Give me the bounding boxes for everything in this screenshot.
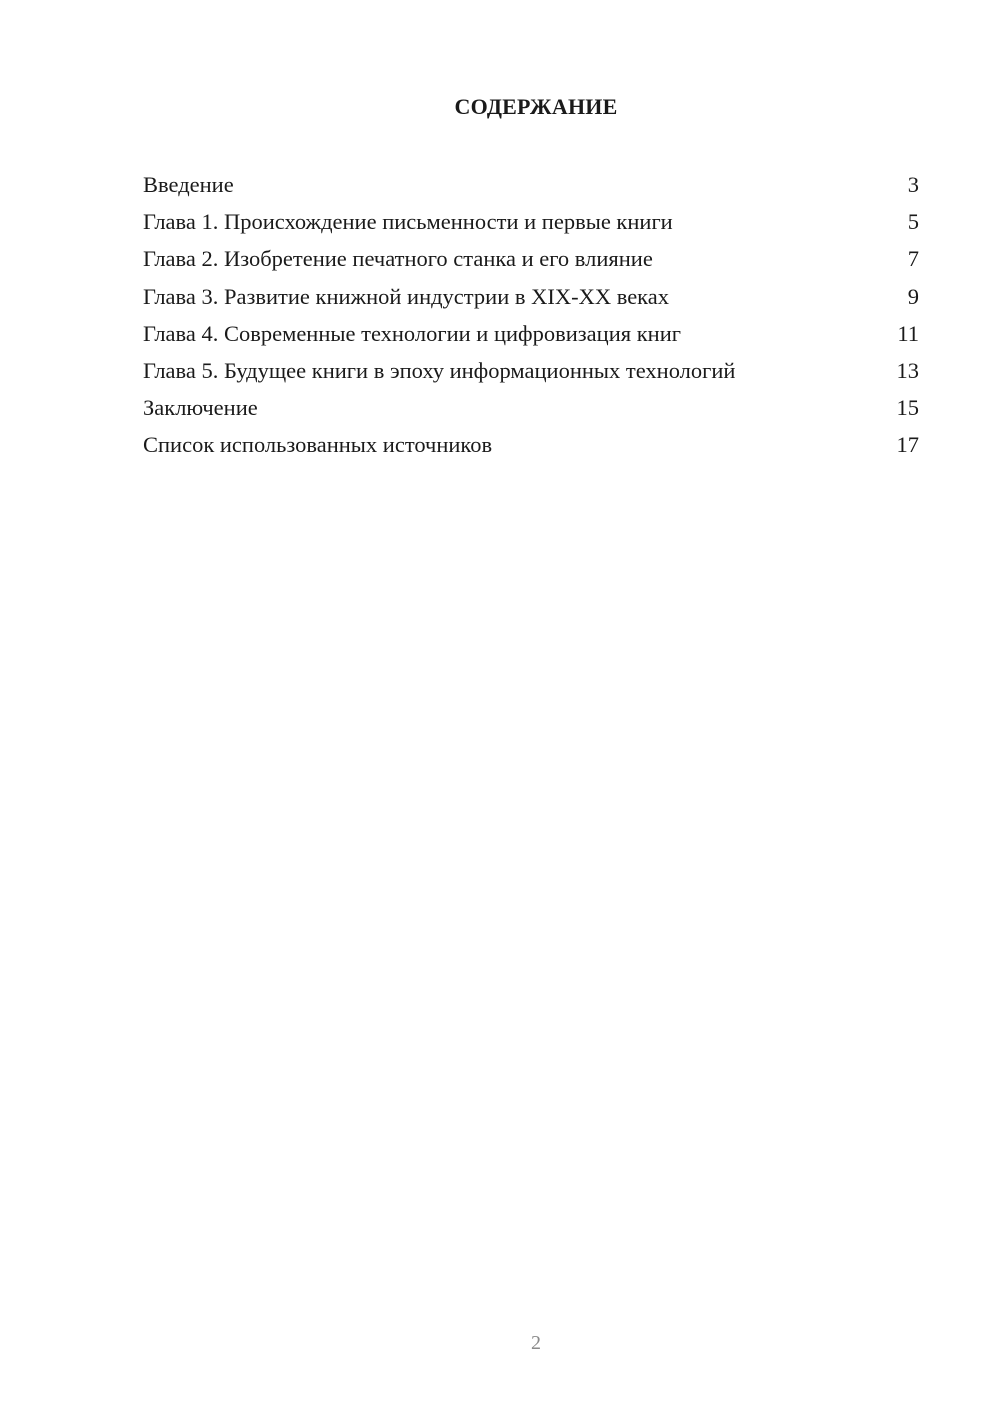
toc-entry-page: 17 (896, 432, 919, 458)
toc-entry-page: 13 (896, 357, 919, 383)
toc-entry-page: 9 (907, 283, 919, 309)
toc-entry-references (143, 426, 919, 463)
page-number: 2 (531, 1332, 541, 1354)
toc-entry-label: Введение (143, 172, 234, 197)
toc-entry-label: Список использованных источников (143, 432, 493, 458)
toc-entry-chapter-3 (143, 278, 919, 315)
page-title: СОДЕРЖАНИЕ (454, 94, 618, 119)
toc-entry-label: Глава 5. Будущее книги в эпоху информационных технологий (143, 357, 736, 383)
toc-entry-page: 5 (907, 209, 919, 235)
toc-entry-introduction (143, 166, 919, 203)
toc-entry-chapter-2 (143, 240, 919, 277)
toc-entry-label: Глава 2. Изобретение печатного станка и его влияние (143, 246, 653, 272)
toc-entry-label: Заключение (143, 395, 258, 421)
toc-entry-label: Глава 4. Современные технологии и цифровизация книг (143, 320, 681, 346)
toc-entry-label: Глава 1. Происхождение письменности и первые книги (143, 209, 673, 235)
toc-entry-label: Глава 3. Развитие книжной индустрии в XIX-XX веках (143, 283, 670, 309)
toc-entry-page: 3 (907, 172, 919, 197)
toc-entry-page: 15 (896, 395, 919, 421)
toc-entry-page: 11 (897, 320, 919, 346)
toc-entry-chapter-5 (143, 352, 919, 389)
toc-entry-page: 7 (907, 246, 919, 272)
toc-entry-conclusion (143, 389, 919, 426)
toc-entry-chapter-1 (143, 203, 919, 240)
toc-entry-chapter-4 (143, 315, 919, 352)
table-of-contents (143, 166, 919, 464)
